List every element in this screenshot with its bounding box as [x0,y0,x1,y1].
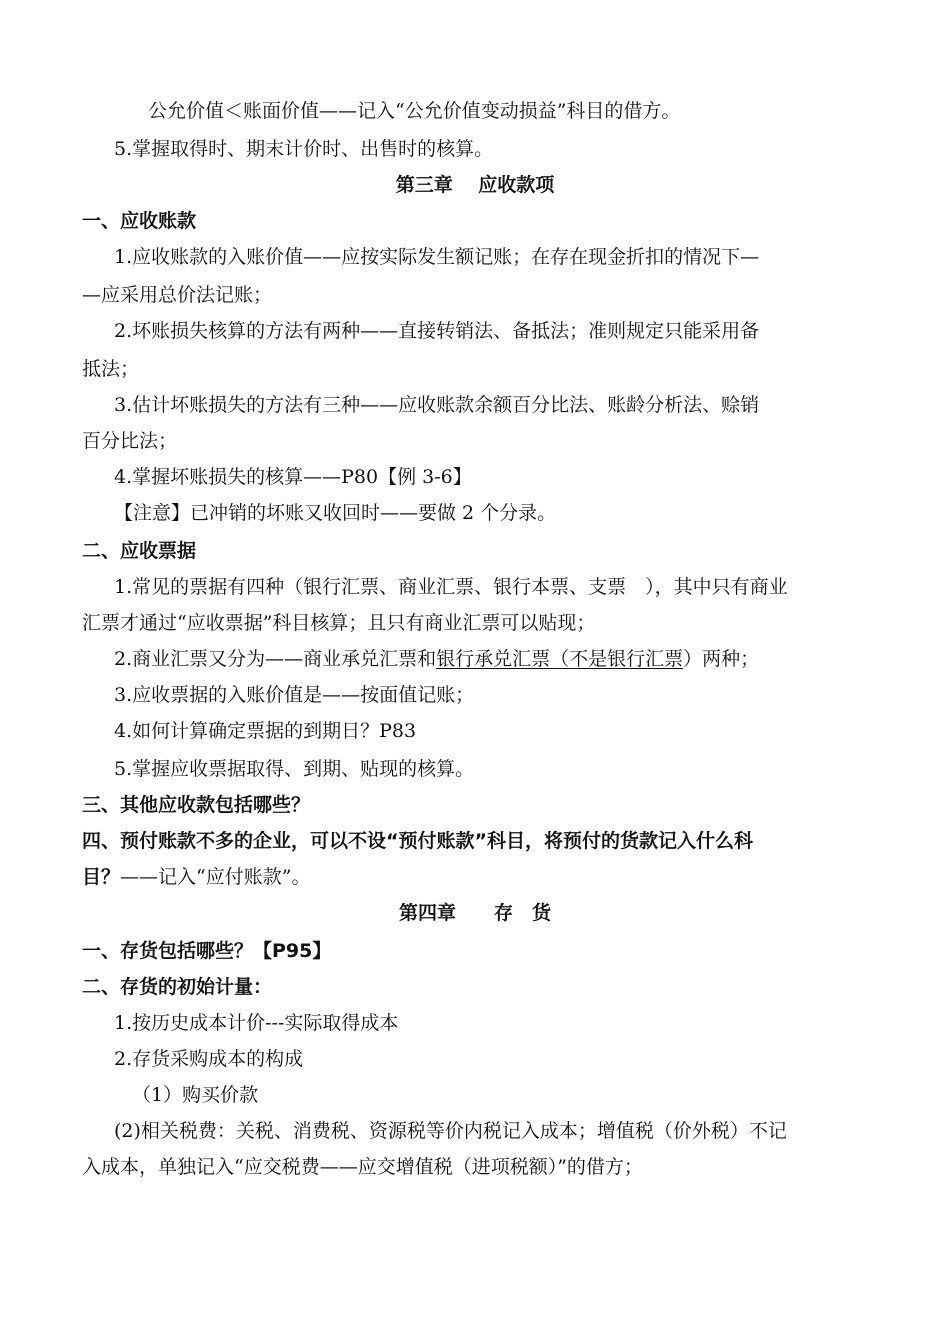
text-line: 1.应收账款的入账价值——应按实际发生额记账；在存在现金折扣的情况下— [114,246,760,268]
text-segment: 2.商业汇票又分为——商业承兑汇票和 [114,648,437,670]
text-line: 1.按历史成本计价---实际取得成本 [114,1012,399,1034]
text-segment: ——记入“应付账款”。 [120,866,311,888]
text-line: 公允价值＜账面价值——记入“公允价值变动损益”科目的借方。 [148,100,681,122]
underlined-text: 银行承兑汇票（不是银行汇票 [436,648,684,670]
section-heading: 三、其他应收款包括哪些？ [82,794,311,816]
text-line [0,864,950,890]
text-line: 2.坏账损失核算的方法有两种——直接转销法、备抵法；准则规定只能采用备 [114,320,760,342]
text-line: 5.掌握应收票据取得、到期、贴现的核算。 [114,758,475,780]
text-line: 1.常见的票据有四种（银行汇票、商业汇票、银行本票、支票 ），其中只有商业 [114,576,788,598]
section-heading: 二、存货的初始计量： [82,976,273,998]
text-line [0,646,950,672]
section-heading: 二、应收票据 [82,540,197,562]
text-line: （1）购买价款 [132,1084,259,1106]
text-line: 汇票才通过“应收票据”科目核算；且只有商业汇票可以贴现； [82,612,596,634]
text-line: 5.掌握取得时、期末计价时、出售时的核算。 [114,138,494,160]
text-line: 2.存货采购成本的构成 [114,1048,304,1070]
text-line: 抵法； [82,358,140,380]
section-heading: 一、存货包括哪些？【P95】 [82,940,332,962]
chapter-title: 第三章 应收款项 [395,174,555,196]
text-line: 4.掌握坏账损失的核算——P80【例 3-6】 [114,466,472,488]
text-line: 3.应收票据的入账价值是——按面值记账； [114,684,475,706]
text-line: 4.如何计算确定票据的到期日？P83 [114,720,417,742]
text-line: 3.估计坏账损失的方法有三种——应收账款余额百分比法、账龄分析法、赊销 [114,394,760,416]
text-line: (2)相关税费：关税、消费税、资源税等价内税记入成本；增值税（价外税）不记 [114,1120,787,1142]
section-heading: 四、预付账款不多的企业，可以不设“预付账款”科目，将预付的货款记入什么科 [82,830,753,852]
section-heading: 一、应收账款 [82,210,197,232]
text-line: —应采用总价法记账； [82,284,273,306]
note-line: 【注意】已冲销的坏账又收回时——要做 2 个分录。 [114,502,557,524]
chapter-title: 第四章 存 货 [398,902,551,924]
heading-segment: 目？ [82,866,121,888]
text-line: 入成本，单独记入“应交税费——应交增值税（进项税额）”的借方； [82,1156,643,1178]
text-segment: ）两种； [683,648,760,670]
text-line: 百分比法； [82,430,178,452]
